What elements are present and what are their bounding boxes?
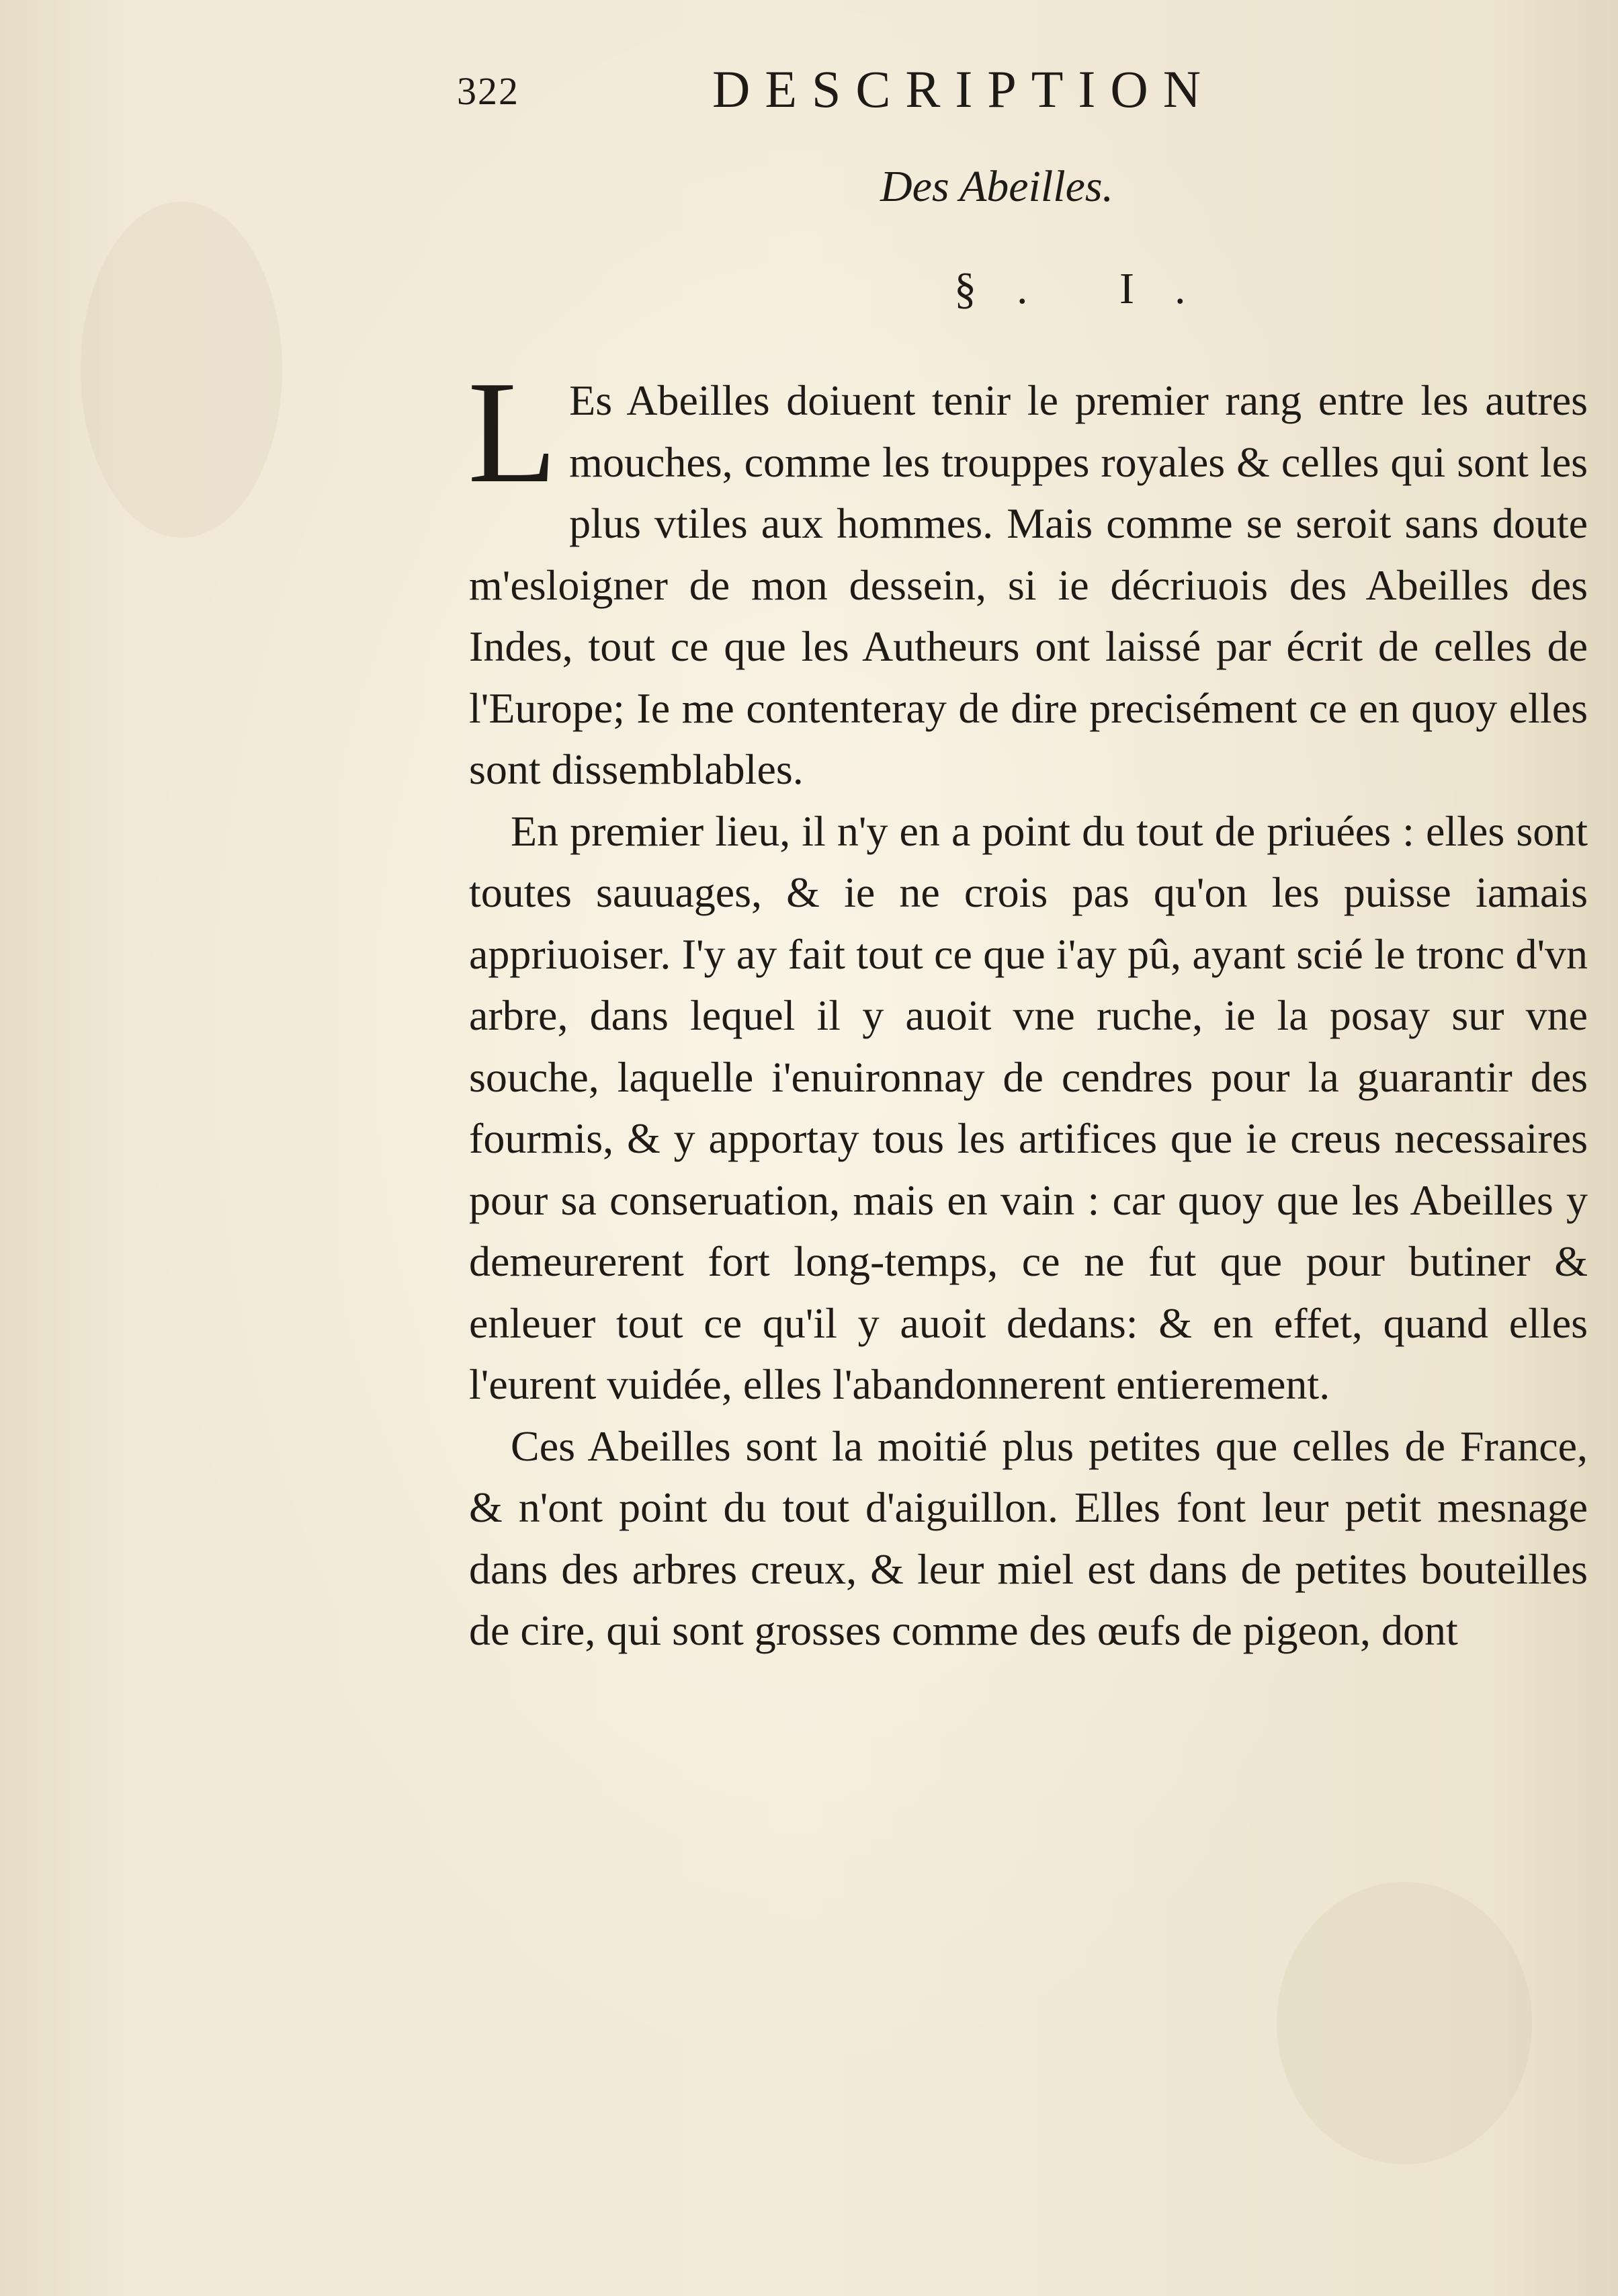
section-title: Des Abeilles.: [880, 162, 1114, 211]
paragraph-1: [468, 352, 1588, 801]
paragraph-3: [469, 1416, 1588, 1662]
paragraph-2-text: En premier lieu, il n'y en a point du tout de priuées : elles sont toutes sauuages, & ie ne crois pas qu'on les puisse iamais appriuoiser. I'y ay fait tout ce que i'ay pû, ayant scié le tronc d'vn arbre, dans lequel il y auoit vne ruche, ie la posay sur vne souche, laquelle i'enuironnay de cendres pour la guarantir des fourmis, & y apportay tous les artifices que ie creus necessaires pour sa conseruation, mais en vain : car quoy que les Abeilles y demeurerent fort long-temps, ce ne fut que pour butiner & enleuer tout ce qu'il y auoit dedans: & en effet, quand elles l'eurent vuidée, elles l'abandonnerent entierement.: [469, 807, 1588, 1408]
paragraph-2: [469, 801, 1588, 1416]
page-header: [457, 59, 1478, 133]
body-text: [468, 352, 1588, 1662]
running-title: DESCRIPTION: [712, 60, 1216, 118]
paragraph-mark: §. I.: [954, 264, 1226, 313]
paper-stain: [1277, 1882, 1532, 2164]
page-number: 322: [457, 69, 519, 113]
paper-stain: [81, 202, 282, 538]
drop-cap: L: [468, 352, 558, 514]
paragraph-1-text: Es Abeilles doiuent tenir le premier rang entre les autres mouches, comme les trouppes royales & celles qui sont les plus vtiles aux hommes. Mais comme se seroit sans doute m'esloigner de mon dessein, si ie décriuois des Abeilles des Indes, tout ce que les Autheurs ont laissé par écrit de celles de l'Europe; Ie me contenteray de dire precisément ce en quoy elles sont dissemblables.: [469, 376, 1588, 793]
paragraph-3-text: Ces Abeilles sont la moitié plus petites que celles de France, & n'ont point du tout d'aiguillon. Elles font leur petit mesnage dans des arbres creux, & leur miel est dans de petites bouteilles de cire, qui sont grosses comme des œufs de pigeon, dont: [469, 1422, 1588, 1654]
